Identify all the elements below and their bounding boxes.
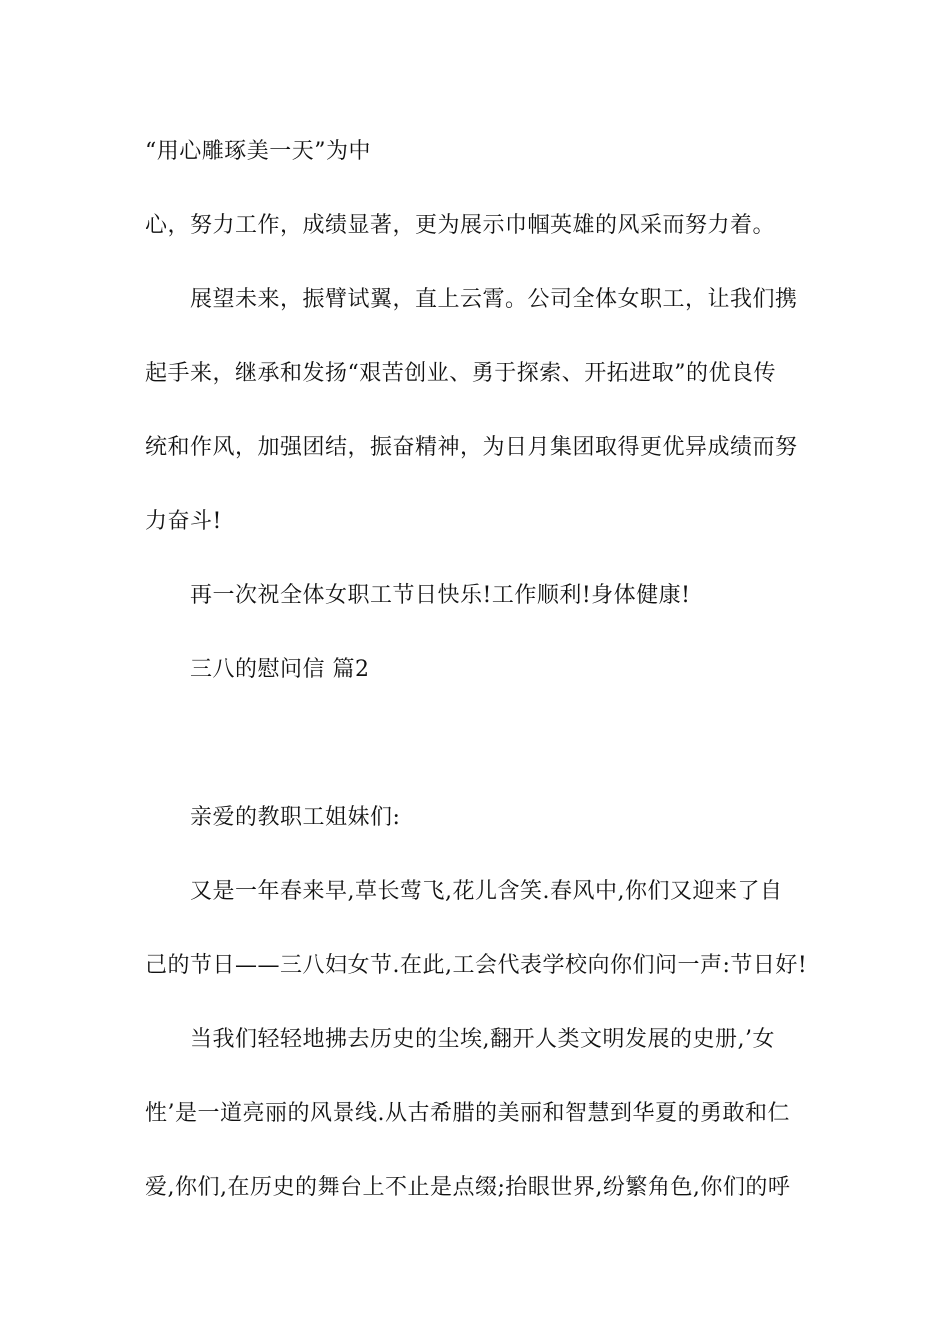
salutation: 亲爱的教职工姐妹们:	[190, 805, 401, 830]
text-line-11: 己的节日——三八妇女节.在此,工会代表学校向你们问一声:节日好!	[145, 953, 808, 978]
text-line-13: 性’是一道亮丽的风景线.从古希腊的美丽和智慧到华夏的勇敢和仁	[145, 1101, 790, 1126]
paragraph-history-start: 当我们轻轻地拂去历史的尘埃,翻开人类文明发展的史册,’女	[190, 1027, 775, 1052]
paragraph-outlook-start: 展望未来，振臂试翼，直上云霄。公司全体女职工，让我们携	[190, 287, 798, 312]
text-line-1: “用心雕琢美一天”为中	[145, 139, 371, 164]
text-line-5: 统和作风，加强团结，振奋精神，为日月集团取得更优异成绩而努	[145, 435, 798, 460]
text-line-4: 起手来，继承和发扬“艰苦创业、勇于探索、开拓进取”的优良传	[145, 361, 776, 386]
text-line-6: 力奋斗!	[145, 509, 222, 534]
paragraph-spring-start: 又是一年春来早,草长莺飞,花儿含笑.春风中,你们又迎来了自	[190, 879, 783, 904]
paragraph-wishes: 再一次祝全体女职工节日快乐!工作顺利!身体健康!	[190, 583, 691, 608]
section-title: 三八的慰问信 篇2	[190, 657, 370, 682]
text-line-2: 心，努力工作，成绩显著，更为展示巾帼英雄的风采而努力着。	[145, 213, 776, 238]
text-line-14: 爱,你们,在历史的舞台上不止是点缀;抬眼世界,纷繁角色,你们的呼	[145, 1175, 791, 1200]
